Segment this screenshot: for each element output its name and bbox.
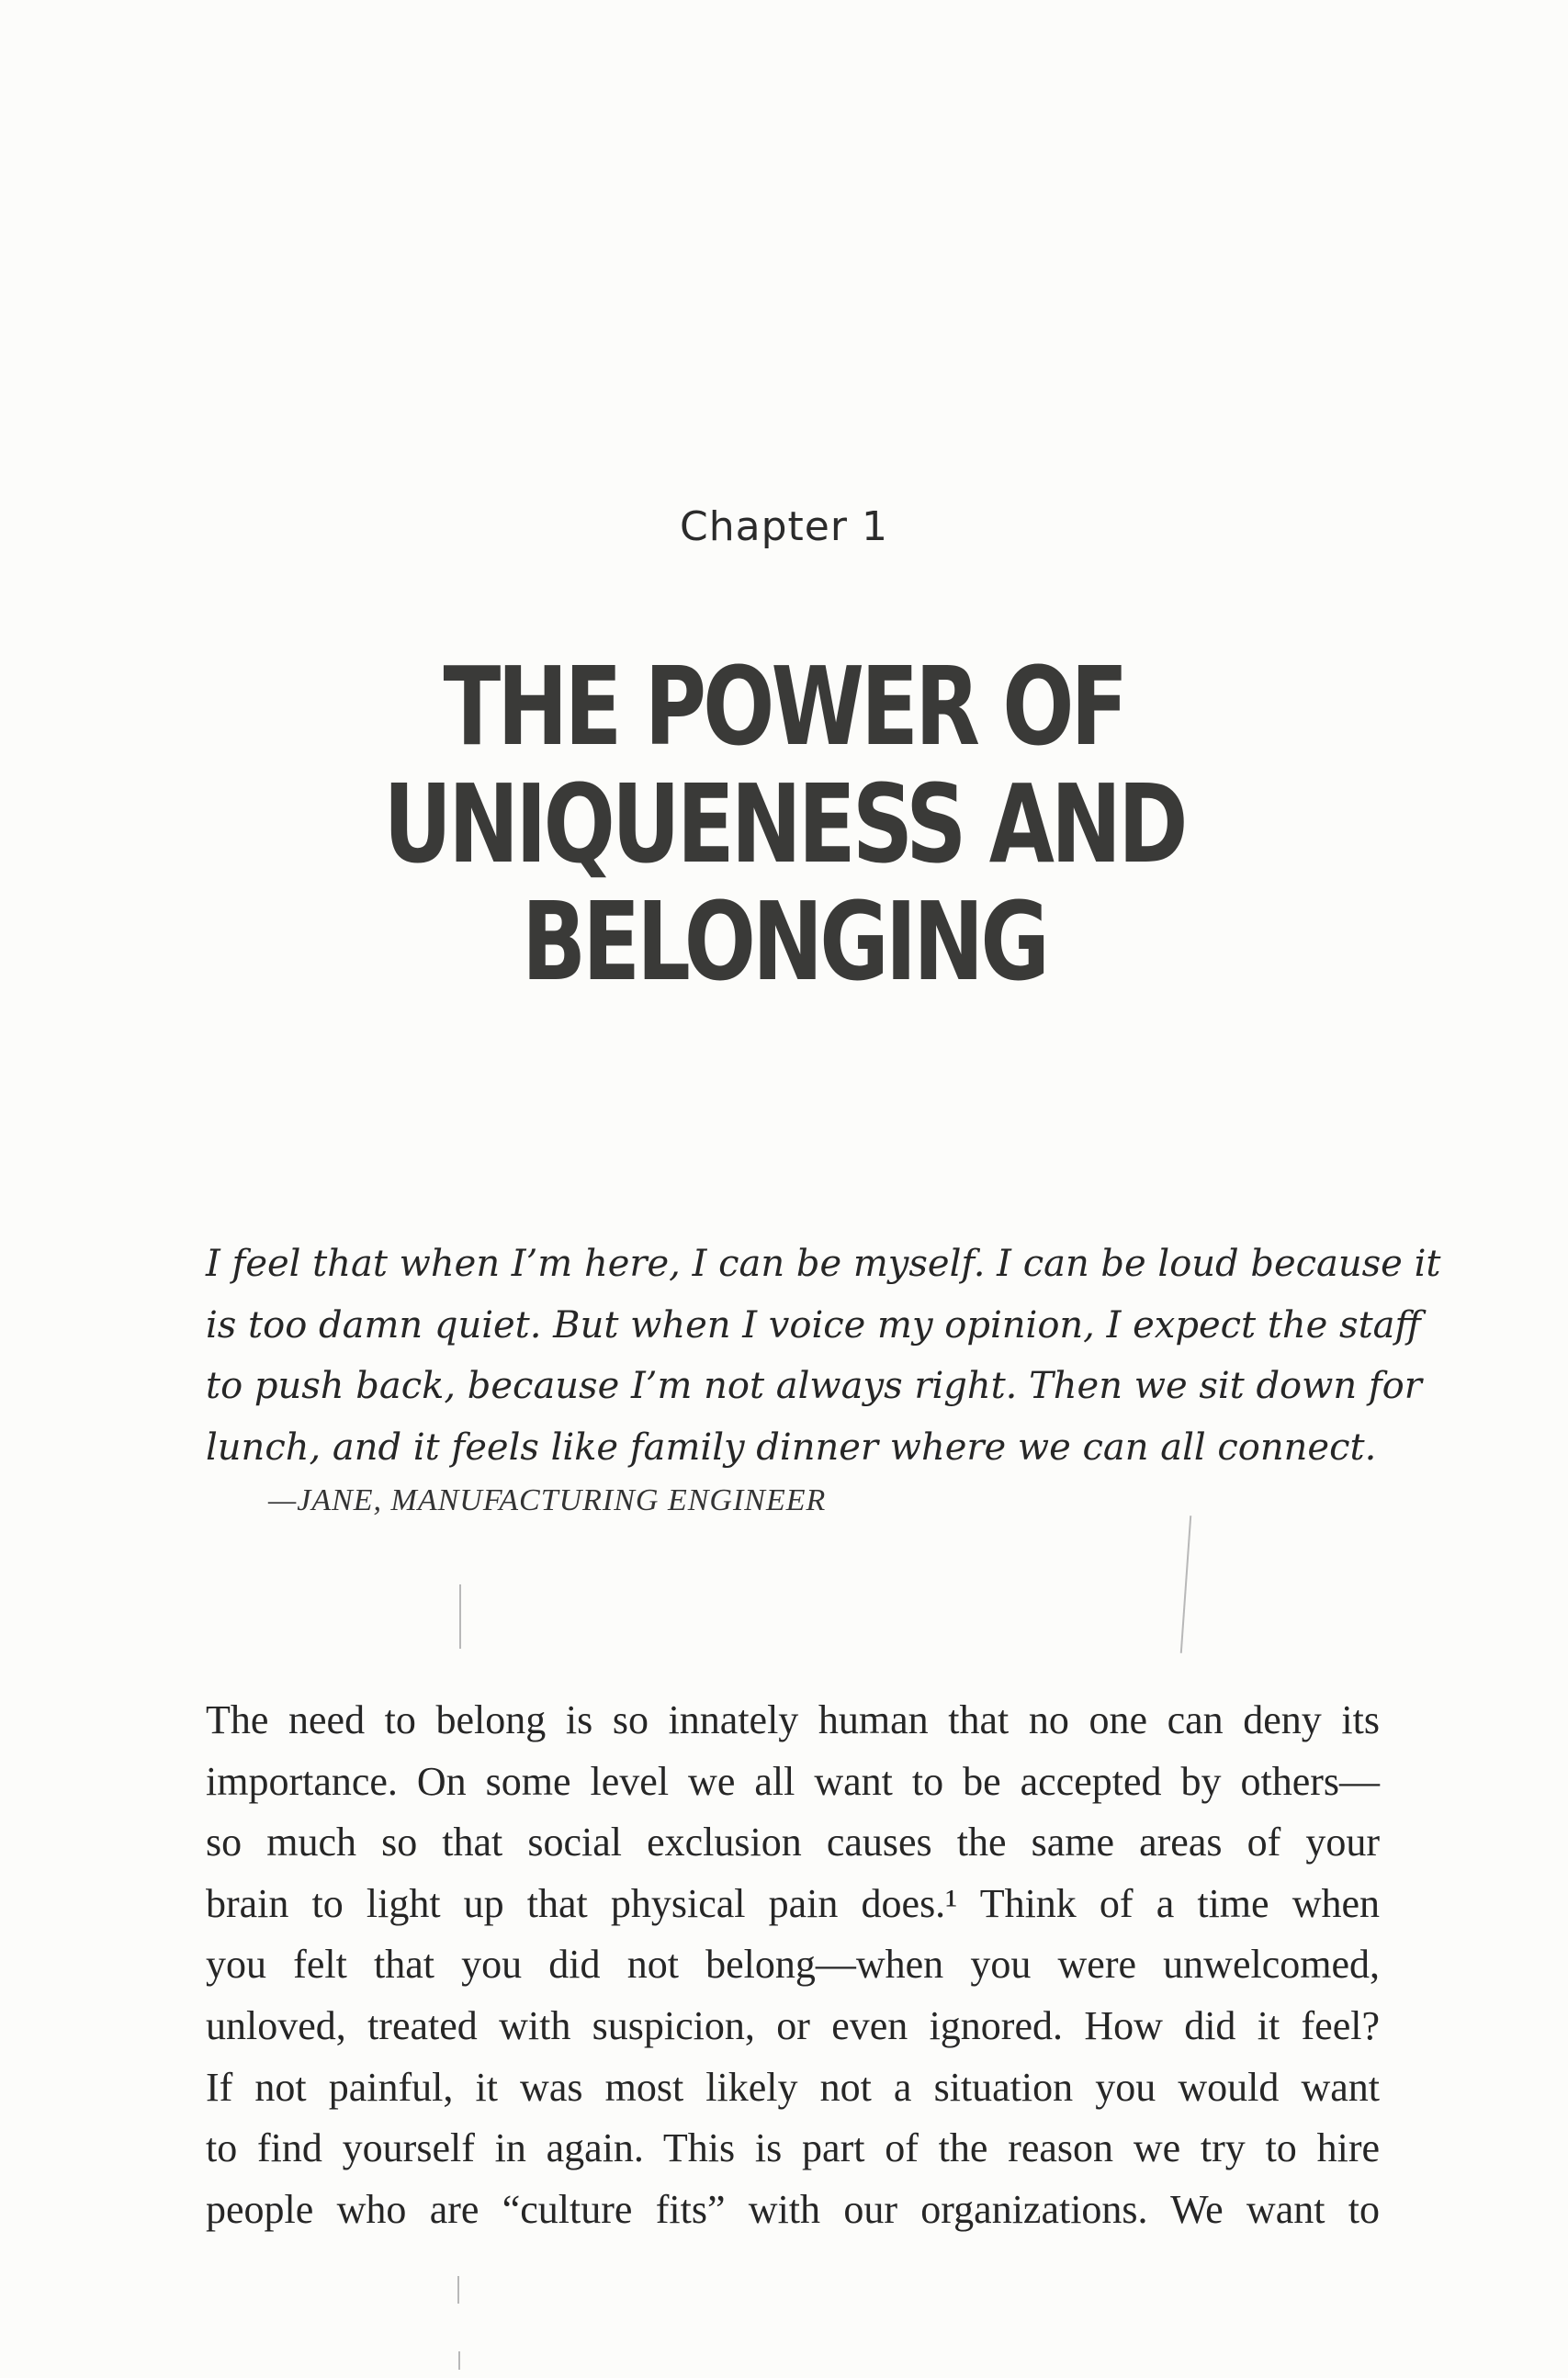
epigraph-line: to push back, because I’m not always right. Then we sit down for	[206, 1365, 1422, 1407]
body-line: brain to light up that physical pain does.¹ Think of a time when	[206, 1880, 1380, 1926]
body-line: people who are “culture fits” with our organizations. We want to	[206, 2186, 1380, 2232]
epigraph-line: I feel that when I’m here, I can be myself. I can be loud because it	[206, 1243, 1441, 1285]
body-line: to find yourself in again. This is part of the reason we try to hire	[206, 2125, 1380, 2171]
body-line: The need to belong is so innately human that no one can deny its	[206, 1697, 1380, 1742]
body-line: If not painful, it was most likely not a situation you would want	[206, 2064, 1380, 2110]
body-line: you felt that you did not belong—when you were unwelcomed,	[206, 1942, 1380, 1988]
chapter-title-line: THE POWER OF	[443, 643, 1125, 770]
body-line: unloved, treated with suspicion, or even ignored. How did it feel?	[206, 2002, 1380, 2048]
epigraph-quote	[206, 1234, 1441, 1518]
chapter-title-line: BELONGING	[522, 878, 1046, 1005]
scan-artifact-mark	[457, 2276, 459, 2304]
scan-artifact-mark	[459, 1584, 461, 1649]
body-paragraph	[206, 1690, 1380, 2240]
epigraph-attribution: —JANE, MANUFACTURING ENGINEER	[268, 1483, 827, 1517]
chapter-label: Chapter 1	[680, 503, 888, 550]
body-line: importance. On some level we all want to be accepted by others—	[206, 1758, 1380, 1804]
chapter-title-line: UNIQUENESS AND	[383, 761, 1185, 887]
chapter-title	[173, 643, 1395, 1005]
body-line: so much so that social exclusion causes the same areas of your	[206, 1820, 1380, 1865]
epigraph-line: lunch, and it feels like family dinner where we can all connect.	[206, 1426, 1377, 1469]
scan-artifact-mark	[458, 2351, 460, 2370]
scan-artifact-mark	[1180, 1516, 1191, 1653]
epigraph-line: is too damn quiet. But when I voice my opinion, I expect the staff	[206, 1303, 1421, 1347]
